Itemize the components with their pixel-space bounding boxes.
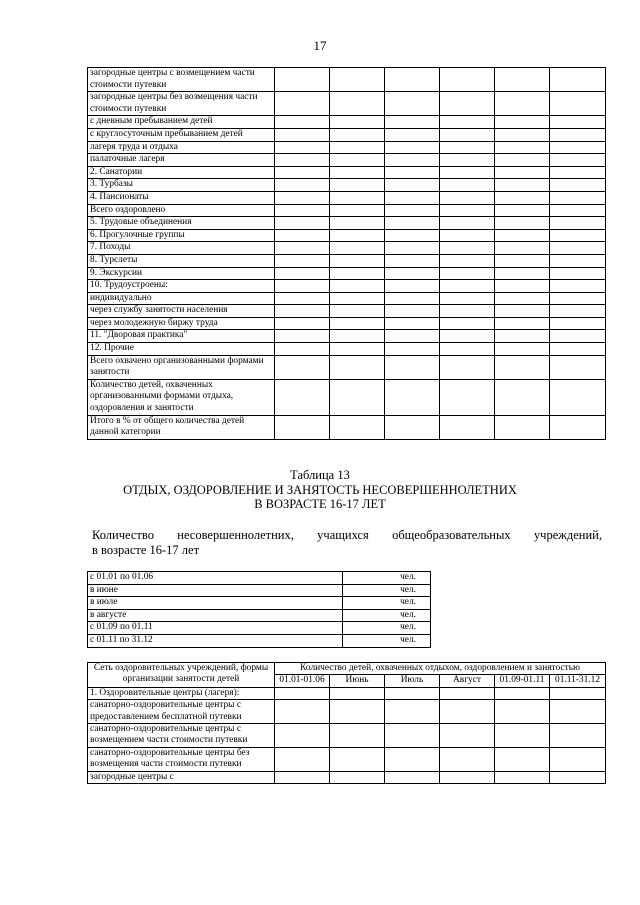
empty-cell xyxy=(275,317,330,330)
table-row xyxy=(88,128,606,141)
empty-cell xyxy=(275,687,330,699)
empty-cell xyxy=(330,724,385,748)
empty-cell xyxy=(440,415,495,439)
empty-cell xyxy=(550,141,606,154)
table-row xyxy=(88,622,431,635)
row-label: 12. Прочие xyxy=(88,343,275,356)
empty-cell xyxy=(550,267,606,280)
empty-cell xyxy=(385,242,440,255)
empty-cell xyxy=(385,687,440,699)
empty-cell xyxy=(550,292,606,305)
empty-cell xyxy=(275,724,330,748)
period-label: в июне xyxy=(88,584,343,597)
empty-cell xyxy=(330,92,385,116)
table-13-label: Таблица 13 xyxy=(290,468,350,482)
table-row xyxy=(88,254,606,267)
table-row xyxy=(88,116,606,129)
row-label: 8. Турслеты xyxy=(88,254,275,267)
empty-cell xyxy=(275,128,330,141)
empty-cell xyxy=(440,330,495,343)
row-label: через службу занятости населения xyxy=(88,305,275,318)
empty-cell xyxy=(275,242,330,255)
empty-cell xyxy=(440,116,495,129)
empty-cell xyxy=(495,217,550,230)
column-header: 01.01-01.06 xyxy=(275,675,330,687)
table-row xyxy=(88,242,606,255)
intro-word: учащихся xyxy=(317,528,369,542)
empty-cell xyxy=(550,771,606,783)
empty-cell xyxy=(550,68,606,92)
empty-cell xyxy=(330,355,385,379)
unit-cell: чел. xyxy=(343,622,431,635)
empty-cell xyxy=(275,179,330,192)
empty-cell xyxy=(440,68,495,92)
row-label: индивидуально xyxy=(88,292,275,305)
empty-cell xyxy=(385,317,440,330)
table-row xyxy=(88,584,431,597)
row-label: 5. Трудовые объединения xyxy=(88,217,275,230)
row-label: 9. Экскурсии xyxy=(88,267,275,280)
empty-cell xyxy=(330,343,385,356)
empty-cell xyxy=(495,254,550,267)
empty-cell xyxy=(440,128,495,141)
empty-cell xyxy=(495,379,550,415)
empty-cell xyxy=(275,154,330,167)
empty-cell xyxy=(495,724,550,748)
unit-cell: чел. xyxy=(343,584,431,597)
row-label: загородные центры с xyxy=(88,771,275,783)
empty-cell xyxy=(440,747,495,771)
empty-cell xyxy=(550,166,606,179)
empty-cell xyxy=(495,242,550,255)
empty-cell xyxy=(330,687,385,699)
column-header: Июль xyxy=(385,675,440,687)
empty-cell xyxy=(495,68,550,92)
empty-cell xyxy=(275,415,330,439)
empty-cell xyxy=(330,280,385,293)
table-row xyxy=(88,154,606,167)
table-13-title: ОТДЫХ, ОЗДОРОВЛЕНИЕ И ЗАНЯТОСТЬ НЕСОВЕРШЕННОЛЕТНИХ xyxy=(123,483,517,497)
empty-cell xyxy=(330,154,385,167)
empty-cell xyxy=(275,166,330,179)
header-left: Сеть оздоровительных учреждений, формы организации занятости детей xyxy=(88,663,275,688)
row-label: 1. Оздоровительные центры (лагеря): xyxy=(88,687,275,699)
empty-cell xyxy=(495,343,550,356)
empty-cell xyxy=(385,305,440,318)
empty-cell xyxy=(385,217,440,230)
empty-cell xyxy=(440,379,495,415)
empty-cell xyxy=(385,128,440,141)
empty-cell xyxy=(440,166,495,179)
empty-cell xyxy=(440,724,495,748)
empty-cell xyxy=(440,687,495,699)
table-row xyxy=(88,229,606,242)
empty-cell xyxy=(275,217,330,230)
table-row xyxy=(88,379,606,415)
empty-cell xyxy=(440,292,495,305)
row-label: через молодежную биржу труда xyxy=(88,317,275,330)
empty-cell xyxy=(275,355,330,379)
empty-cell xyxy=(385,116,440,129)
empty-cell xyxy=(275,771,330,783)
empty-cell xyxy=(385,724,440,748)
empty-cell xyxy=(330,191,385,204)
empty-cell xyxy=(550,128,606,141)
row-label: лагеря труда и отдыха xyxy=(88,141,275,154)
empty-cell xyxy=(550,415,606,439)
empty-cell xyxy=(550,687,606,699)
empty-cell xyxy=(385,355,440,379)
empty-cell xyxy=(440,154,495,167)
empty-cell xyxy=(440,191,495,204)
empty-cell xyxy=(440,229,495,242)
table-row xyxy=(88,330,606,343)
empty-cell xyxy=(330,68,385,92)
empty-cell xyxy=(550,330,606,343)
intro-paragraph xyxy=(92,528,602,558)
row-label: с круглосуточным пребыванием детей xyxy=(88,128,275,141)
table-row xyxy=(88,305,606,318)
empty-cell xyxy=(385,179,440,192)
row-label: санаторно-оздоровительные центры с возмещением части стоимости путевки xyxy=(88,724,275,748)
row-label: загородные центры без возмещения части стоимости путевки xyxy=(88,92,275,116)
row-label: 3. Турбазы xyxy=(88,179,275,192)
table-row xyxy=(88,597,431,610)
bottom-table xyxy=(87,662,606,784)
empty-cell xyxy=(440,267,495,280)
empty-cell xyxy=(275,92,330,116)
empty-cell xyxy=(440,280,495,293)
empty-cell xyxy=(385,191,440,204)
empty-cell xyxy=(275,292,330,305)
empty-cell xyxy=(385,229,440,242)
row-label: Итого в % от общего количества детей данной категории xyxy=(88,415,275,439)
column-header: 01.11-31.12 xyxy=(550,675,606,687)
table-row xyxy=(88,724,606,748)
table-row xyxy=(88,166,606,179)
empty-cell xyxy=(275,254,330,267)
table-row xyxy=(88,609,431,622)
unit-cell: чел. xyxy=(343,597,431,610)
empty-cell xyxy=(385,204,440,217)
header-right: Количество детей, охваченных отдыхом, оздоровлением и занятостью xyxy=(275,663,606,675)
table-row xyxy=(88,191,606,204)
table-row xyxy=(88,280,606,293)
row-label: 6. Прогулочные группы xyxy=(88,229,275,242)
row-label: Количество детей, охваченных организованными формами отдыха, оздоровления и занятости xyxy=(88,379,275,415)
empty-cell xyxy=(275,229,330,242)
table-row xyxy=(88,204,606,217)
empty-cell xyxy=(495,267,550,280)
empty-cell xyxy=(550,204,606,217)
empty-cell xyxy=(495,355,550,379)
empty-cell xyxy=(330,204,385,217)
empty-cell xyxy=(550,280,606,293)
empty-cell xyxy=(495,141,550,154)
empty-cell xyxy=(440,204,495,217)
empty-cell xyxy=(275,379,330,415)
empty-cell xyxy=(495,317,550,330)
column-header: Июнь xyxy=(330,675,385,687)
empty-cell xyxy=(550,305,606,318)
empty-cell xyxy=(550,317,606,330)
empty-cell xyxy=(495,687,550,699)
page-number: 17 xyxy=(313,38,327,53)
empty-cell xyxy=(440,317,495,330)
table-row xyxy=(88,634,431,647)
empty-cell xyxy=(330,700,385,724)
table-row xyxy=(88,317,606,330)
empty-cell xyxy=(495,204,550,217)
empty-cell xyxy=(495,415,550,439)
empty-cell xyxy=(440,242,495,255)
empty-cell xyxy=(385,154,440,167)
empty-cell xyxy=(495,771,550,783)
table-row xyxy=(88,343,606,356)
empty-cell xyxy=(550,379,606,415)
empty-cell xyxy=(385,68,440,92)
row-label: палаточные лагеря xyxy=(88,154,275,167)
intro-word: общеобразовательных xyxy=(392,528,511,542)
empty-cell xyxy=(550,254,606,267)
empty-cell xyxy=(275,305,330,318)
empty-cell xyxy=(275,68,330,92)
empty-cell xyxy=(275,747,330,771)
empty-cell xyxy=(330,330,385,343)
empty-cell xyxy=(330,254,385,267)
empty-cell xyxy=(550,116,606,129)
table-row xyxy=(88,355,606,379)
empty-cell xyxy=(330,217,385,230)
empty-cell xyxy=(440,343,495,356)
empty-cell xyxy=(550,700,606,724)
table-row xyxy=(88,92,606,116)
empty-cell xyxy=(385,343,440,356)
empty-cell xyxy=(440,179,495,192)
empty-cell xyxy=(550,343,606,356)
table-row xyxy=(88,179,606,192)
row-label: 4. Пансионаты xyxy=(88,191,275,204)
empty-cell xyxy=(385,280,440,293)
table-13-subtitle: В ВОЗРАСТЕ 16-17 ЛЕТ xyxy=(254,497,386,511)
empty-cell xyxy=(385,141,440,154)
empty-cell xyxy=(330,179,385,192)
empty-cell xyxy=(495,747,550,771)
empty-cell xyxy=(385,267,440,280)
empty-cell xyxy=(550,154,606,167)
empty-cell xyxy=(330,317,385,330)
empty-cell xyxy=(275,116,330,129)
empty-cell xyxy=(385,92,440,116)
table-row xyxy=(88,700,606,724)
empty-cell xyxy=(495,280,550,293)
empty-cell xyxy=(495,179,550,192)
empty-cell xyxy=(330,116,385,129)
unit-cell: чел. xyxy=(343,609,431,622)
empty-cell xyxy=(330,415,385,439)
empty-cell xyxy=(440,305,495,318)
intro-word: Количество xyxy=(92,528,154,542)
row-label: 2. Санатории xyxy=(88,166,275,179)
empty-cell xyxy=(440,92,495,116)
period-label: с 01.11 по 31.12 xyxy=(88,634,343,647)
empty-cell xyxy=(495,92,550,116)
empty-cell xyxy=(385,166,440,179)
empty-cell xyxy=(550,179,606,192)
table-row xyxy=(88,415,606,439)
empty-cell xyxy=(385,292,440,305)
row-label: 7. Походы xyxy=(88,242,275,255)
row-label: санаторно-оздоровительные центры без возмещения части стоимости путевки xyxy=(88,747,275,771)
empty-cell xyxy=(495,128,550,141)
table-row xyxy=(88,747,606,771)
empty-cell xyxy=(275,204,330,217)
empty-cell xyxy=(330,267,385,280)
empty-cell xyxy=(440,141,495,154)
empty-cell xyxy=(385,379,440,415)
table-row xyxy=(88,771,606,783)
empty-cell xyxy=(440,355,495,379)
empty-cell xyxy=(330,229,385,242)
empty-cell xyxy=(330,128,385,141)
empty-cell xyxy=(330,242,385,255)
period-label: в июле xyxy=(88,597,343,610)
column-header: Август xyxy=(440,675,495,687)
period-label: с 01.01 по 01.06 xyxy=(88,572,343,585)
empty-cell xyxy=(495,292,550,305)
empty-cell xyxy=(330,305,385,318)
empty-cell xyxy=(550,92,606,116)
empty-cell xyxy=(275,343,330,356)
table-row xyxy=(88,217,606,230)
table-row xyxy=(88,68,606,92)
period-table xyxy=(87,571,431,648)
empty-cell xyxy=(495,229,550,242)
empty-cell xyxy=(550,747,606,771)
table-row xyxy=(88,572,431,585)
row-label: Всего охвачено организованными формами занятости xyxy=(88,355,275,379)
intro-line2: в возрасте 16-17 лет xyxy=(92,543,200,557)
empty-cell xyxy=(330,292,385,305)
row-label: Всего оздоровлено xyxy=(88,204,275,217)
intro-word: несовершеннолетних, xyxy=(177,528,294,542)
empty-cell xyxy=(385,415,440,439)
empty-cell xyxy=(275,267,330,280)
empty-cell xyxy=(550,724,606,748)
empty-cell xyxy=(275,700,330,724)
empty-cell xyxy=(385,771,440,783)
empty-cell xyxy=(495,191,550,204)
table-row xyxy=(88,141,606,154)
empty-cell xyxy=(275,191,330,204)
empty-cell xyxy=(440,771,495,783)
empty-cell xyxy=(440,700,495,724)
unit-cell: чел. xyxy=(343,572,431,585)
empty-cell xyxy=(275,330,330,343)
empty-cell xyxy=(330,747,385,771)
empty-cell xyxy=(495,330,550,343)
empty-cell xyxy=(495,700,550,724)
empty-cell xyxy=(330,379,385,415)
empty-cell xyxy=(440,217,495,230)
empty-cell xyxy=(385,330,440,343)
empty-cell xyxy=(440,254,495,267)
empty-cell xyxy=(495,116,550,129)
empty-cell xyxy=(385,700,440,724)
empty-cell xyxy=(385,747,440,771)
empty-cell xyxy=(330,166,385,179)
period-label: с 01.09 по 01.11 xyxy=(88,622,343,635)
column-header: 01.09-01.11 xyxy=(495,675,550,687)
row-label: с дневным пребыванием детей xyxy=(88,116,275,129)
empty-cell xyxy=(495,166,550,179)
empty-cell xyxy=(550,242,606,255)
empty-cell xyxy=(550,355,606,379)
period-label: в августе xyxy=(88,609,343,622)
row-label: санаторно-оздоровительные центры с предоставлением бесплатной путевки xyxy=(88,700,275,724)
empty-cell xyxy=(385,254,440,267)
table-row xyxy=(88,687,606,699)
top-table xyxy=(87,67,606,440)
empty-cell xyxy=(275,280,330,293)
empty-cell xyxy=(550,229,606,242)
row-label: 11. "Дворовая практика" xyxy=(88,330,275,343)
row-label: загородные центры с возмещением части стоимости путевки xyxy=(88,68,275,92)
empty-cell xyxy=(550,191,606,204)
empty-cell xyxy=(330,771,385,783)
row-label: 10. Трудоустроены: xyxy=(88,280,275,293)
empty-cell xyxy=(495,154,550,167)
empty-cell xyxy=(275,141,330,154)
empty-cell xyxy=(550,217,606,230)
table-row xyxy=(88,292,606,305)
table-row xyxy=(88,267,606,280)
intro-word: учреждений, xyxy=(533,528,602,542)
empty-cell xyxy=(495,305,550,318)
unit-cell: чел. xyxy=(343,634,431,647)
empty-cell xyxy=(330,141,385,154)
